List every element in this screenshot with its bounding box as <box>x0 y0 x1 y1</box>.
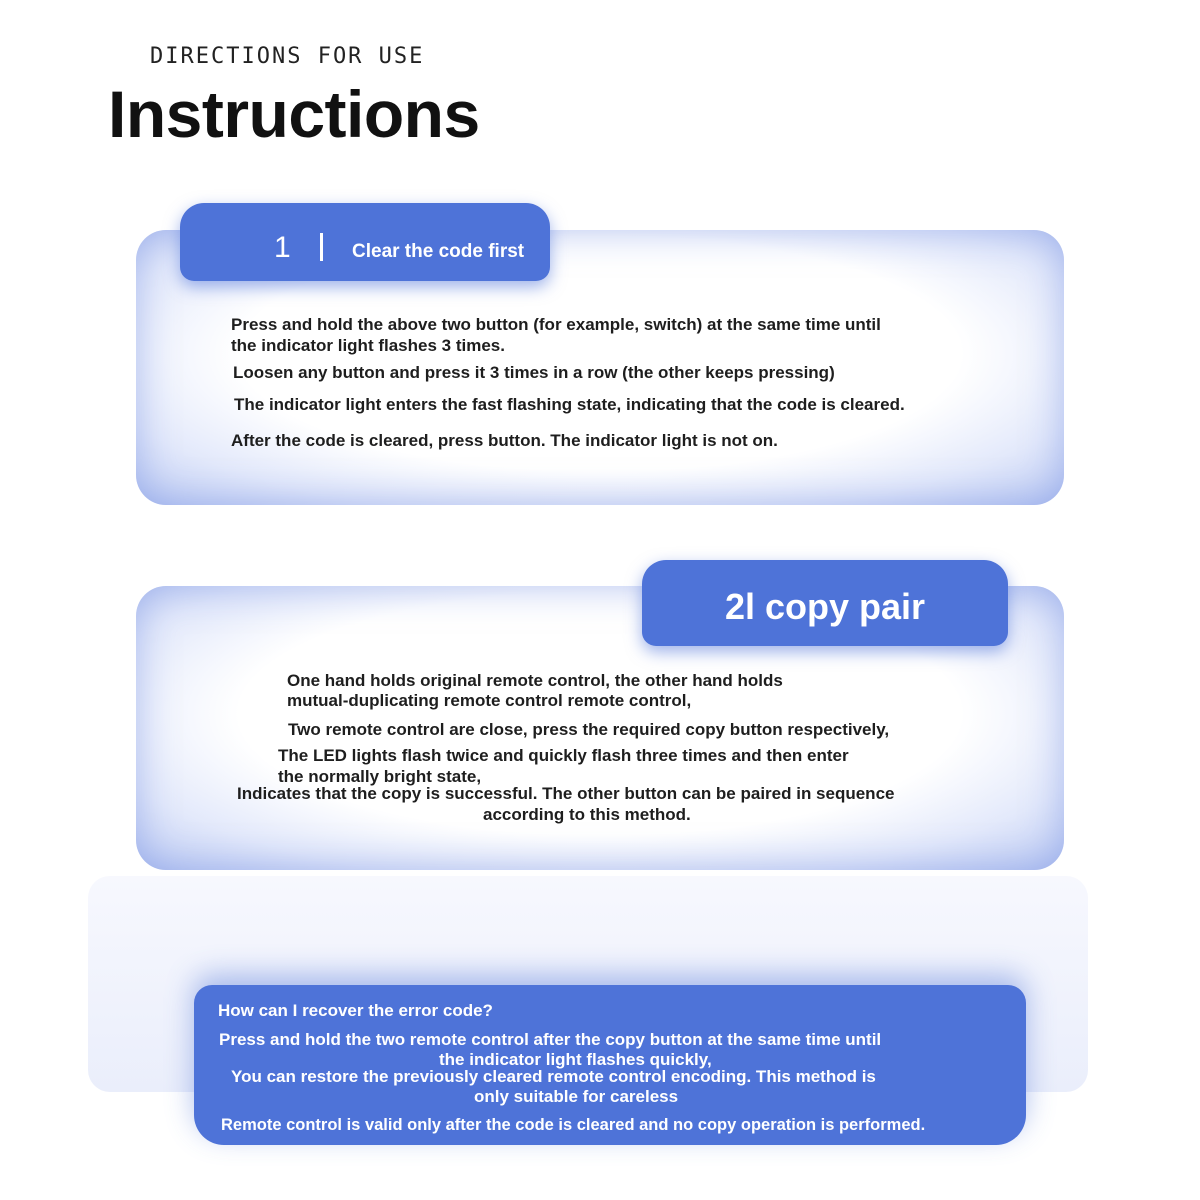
step2-line: The LED lights flash twice and quickly flash three times and then enter <box>278 746 849 765</box>
faq-line: Press and hold the two remote control after the copy button at the same time until <box>219 1030 882 1049</box>
step1-line: Loosen any button and press it 3 times in a row (the other keeps pressing) <box>233 363 835 382</box>
step1-number: 1 <box>274 231 291 264</box>
eyebrow-label: DIRECTIONS FOR USE <box>150 44 425 69</box>
step2-line: One hand holds original remote control, the other hand holds <box>287 671 783 690</box>
step1-title: Clear the code first <box>352 241 525 262</box>
faq-question: How can I recover the error code? <box>218 1001 493 1020</box>
faq-line: the indicator light flashes quickly, <box>439 1050 712 1069</box>
step2-line: mutual-duplicating remote control remote control, <box>287 691 692 710</box>
step1-line: After the code is cleared, press button. The indicator light is not on. <box>231 431 778 450</box>
faq-line: You can restore the previously cleared remote control encoding. This method is <box>231 1067 876 1086</box>
step1-line: Press and hold the above two button (for example, switch) at the same time until <box>231 315 881 334</box>
step1-line: the indicator light flashes 3 times. <box>231 336 505 355</box>
step2-line: the normally bright state, <box>278 767 482 786</box>
step1-tab <box>180 203 550 281</box>
step2-line: Indicates that the copy is successful. The other button can be paired in sequence <box>237 784 895 803</box>
step1-separator <box>320 233 323 261</box>
faq-line: only suitable for careless <box>474 1087 679 1106</box>
step2-line: Two remote control are close, press the required copy button respectively, <box>288 720 890 739</box>
faq-line: Remote control is valid only after the code is cleared and no copy operation is performed. <box>221 1116 926 1134</box>
step2-line: according to this method. <box>483 805 691 824</box>
step2-tab <box>642 560 1008 646</box>
step1-line: The indicator light enters the fast flashing state, indicating that the code is cleared. <box>234 395 905 414</box>
step2-title: 2l copy pair <box>724 586 926 627</box>
page-title: Instructions <box>108 77 480 151</box>
